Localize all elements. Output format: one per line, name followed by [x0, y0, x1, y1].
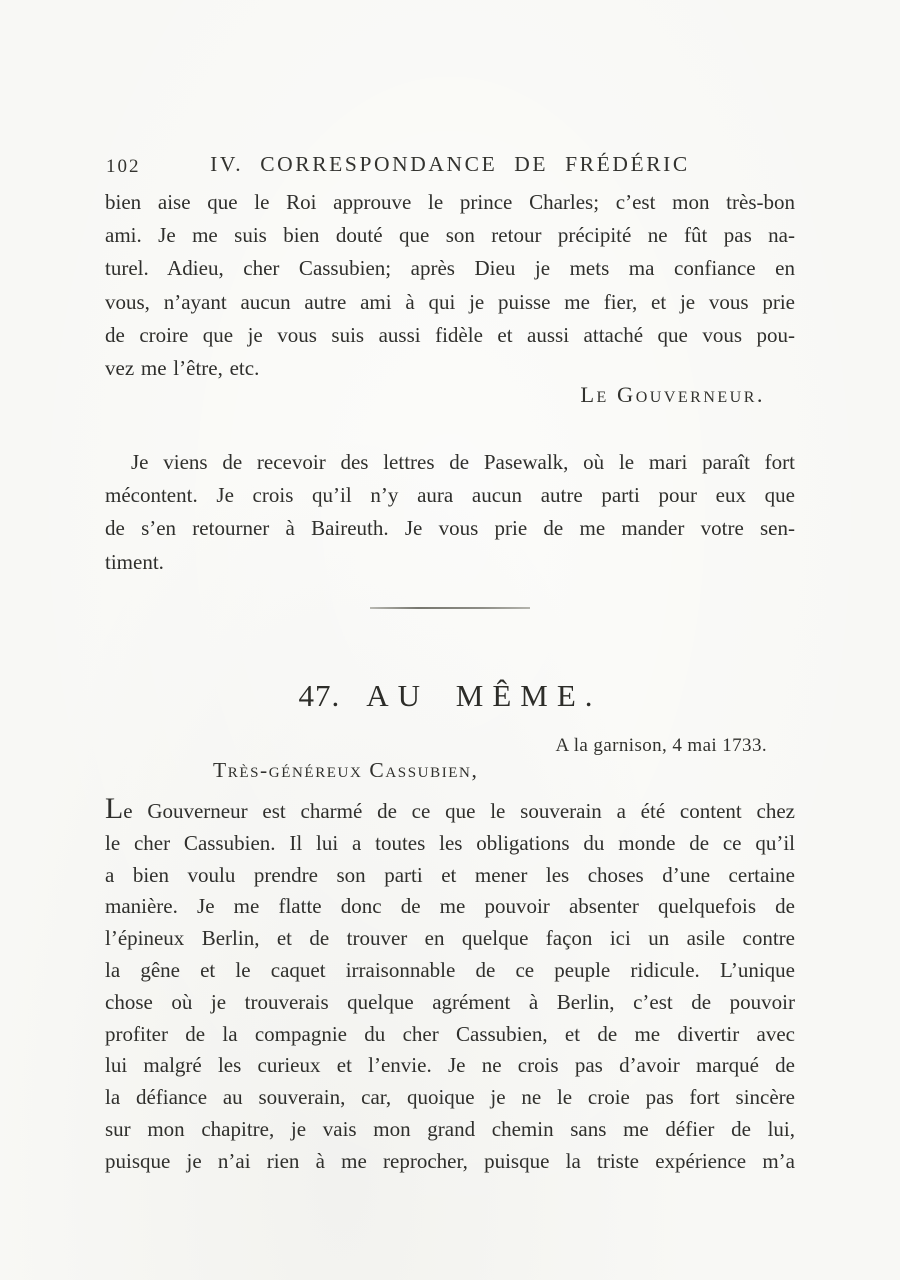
text-line: timent.	[105, 549, 164, 574]
text-line: ami. Je me suis bien douté que son retour précipité ne fût pas na-	[105, 223, 795, 248]
text-line: Le Gouverneur est charmé de ce que le souverain a été content chez	[105, 792, 795, 825]
text-line: bien aise que le Roi approuve le prince Charles; c’est mon très-bon	[105, 190, 795, 214]
text-line: sur mon chapitre, je vais mon grand chemin sans me défier de lui,	[105, 1116, 795, 1141]
text-line: de croire que je vous suis aussi fidèle et aussi attaché que vous pou-	[105, 322, 795, 347]
letter-body	[105, 792, 795, 1178]
text-line: turel. Adieu, cher Cassubien; après Dieu je mets ma confiance en	[105, 256, 795, 281]
text-line: lui malgré les curieux et l’envie. Je ne crois pas d’avoir marqué de	[105, 1053, 795, 1078]
letter-salutation: Très-généreux Cassubien,	[213, 758, 479, 782]
text-line: manière. Je me flatte donc de me pouvoir absenter quelquefois de	[105, 894, 795, 919]
letter-number: 47.	[298, 678, 341, 713]
text-line: le cher Cassubien. Il lui a toutes les obligations du monde de ce qu’il	[105, 830, 795, 855]
text-line: chose où je trouverais quelque agrément à Berlin, c’est de pouvoir	[105, 989, 795, 1014]
text-line: Je viens de recevoir des lettres de Pasewalk, où le mari paraît fort	[131, 450, 795, 474]
letter-title: AU MÊME.	[366, 678, 602, 713]
letter-dateline: A la garnison, 4 mai 1733.	[555, 735, 767, 756]
letter-heading	[0, 676, 900, 716]
text-line: mécontent. Je crois qu’il n’y aura aucun autre parti pour eux que	[105, 483, 795, 508]
page-number: 102	[106, 156, 141, 177]
text-line: de s’en retourner à Baireuth. Je vous prie de me mander votre sen-	[105, 516, 795, 541]
text-line: vous, n’ayant aucun autre ami à qui je puisse me fier, et je vous prie	[105, 289, 795, 314]
text-line: la gêne et le caquet irraisonnable de ce peuple ridicule. L’unique	[105, 957, 795, 982]
running-title: IV. CORRESPONDANCE DE FRÉDÉRIC	[210, 152, 690, 176]
text-line: a bien voulu prendre son parti et mener les choses d’une certaine	[105, 862, 795, 887]
text-line: l’épineux Berlin, et de trouver en quelque façon ici un asile contre	[105, 926, 795, 951]
page-header	[0, 152, 900, 184]
text-line: la défiance au souverain, car, quoique je ne le croie pas fort sincère	[105, 1085, 795, 1110]
letter-signature: Le Gouverneur.	[580, 382, 765, 407]
paragraph-previous-letter	[105, 186, 795, 385]
text-line: vez me l’être, etc.	[105, 356, 260, 381]
text-line: puisque je n’ai rien à me reprocher, puisque la triste expérience m’a	[105, 1148, 795, 1173]
section-divider-rule	[370, 607, 530, 609]
paragraph-postscript	[105, 446, 795, 579]
text-line: profiter de la compagnie du cher Cassubien, et de me divertir avec	[105, 1021, 795, 1046]
